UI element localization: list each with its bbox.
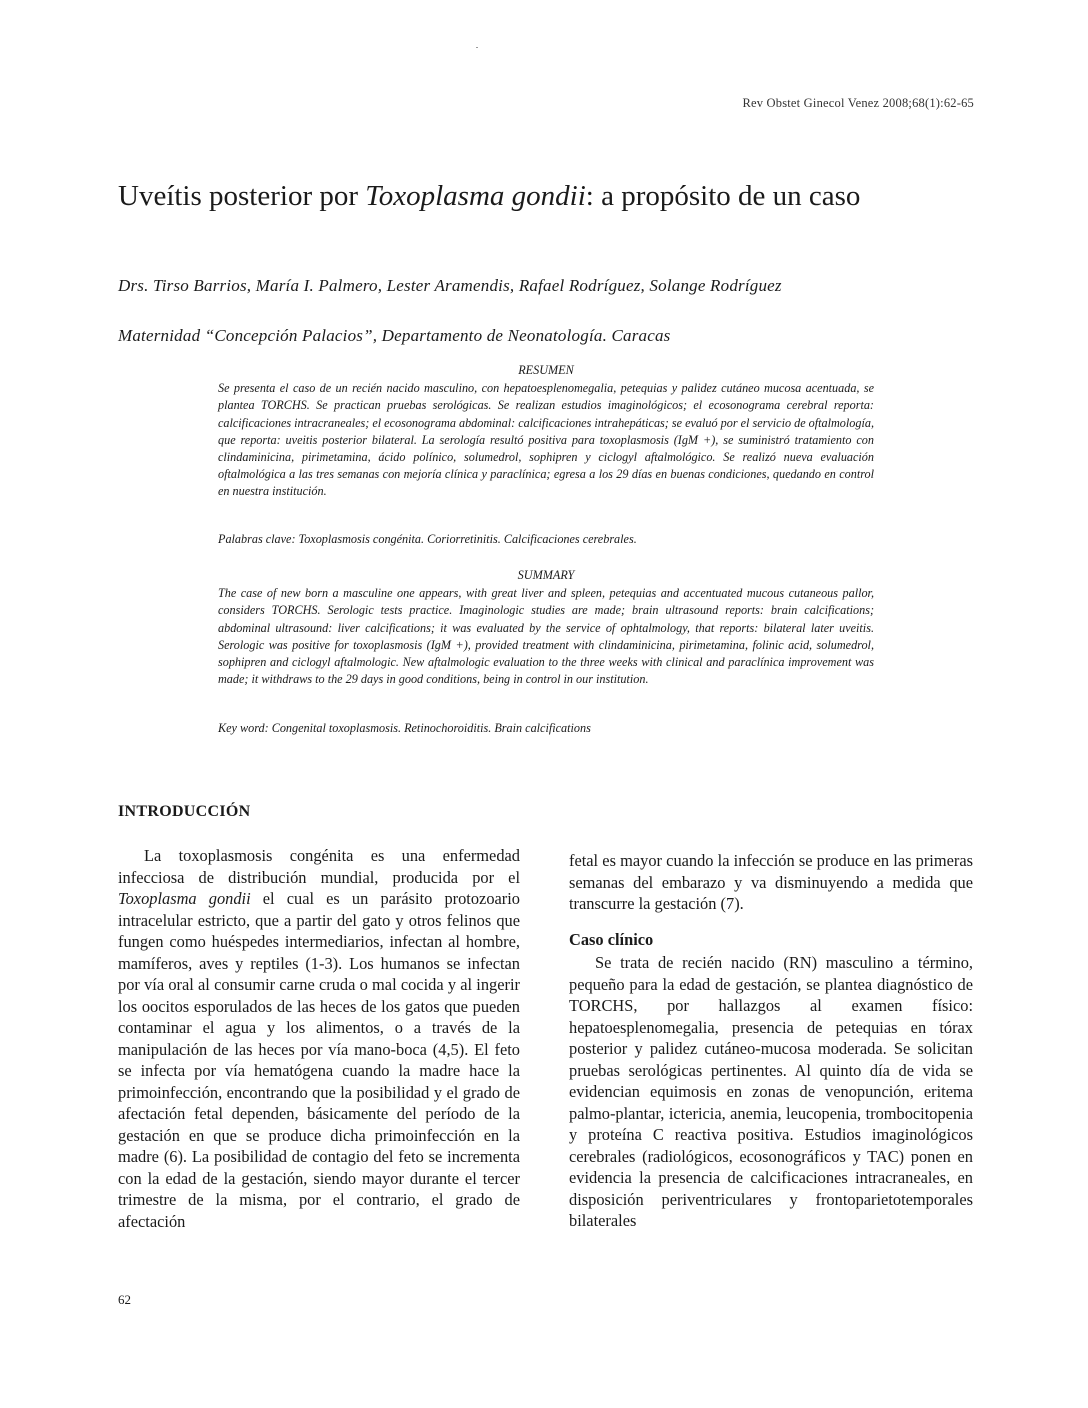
summary-heading: SUMMARY bbox=[517, 568, 575, 582]
summary-text: The case of new born a masculine one appears, with great liver and spleen, petequias and accentuated mucous cutaneous pallor, considers TORCHS. Serologic tests practice. Imaginologic studies are made; brain ultrasound reports: brain calcifications; abdominal ultrasound: liver calcifications; it was evaluated by the service of ophtalmology, that reports: bilateral later uveitis. Serologic was positive for toxoplasmosis (IgM +), provided treatment with clindaminicina, pirimetamina, folinic acid, solumedrol, sophipren and ciclogyl aftalmologic. New aftalmologic evaluation to the three weeks with clinical and paraclínica improvement was made; it withdraws to the 29 days in good conditions, being in control in our institution. bbox=[218, 586, 874, 687]
introduction-paragraph bbox=[118, 845, 520, 1232]
title-italic-organism: Toxoplasma gondii bbox=[365, 180, 586, 212]
resumen-text: Se presenta el caso de un recién nacido masculino, con hepatoesplenomegalia, petequias y palidez cutáneo mucosa acentuada, se plantea TORCHS. Se practican pruebas serológicas. Se realizan estudios imaginológicos; el ecosonograma cerebral reporta: calcificaciones intracraneales; el ecosonograma abdominal: calcificaciones intrahepáticas; se evaluó por el servicio de oftalmología, que reporta: uveitis posterior bilateral. La serología resultó positiva para toxoplasmosis (IgM +), se suministró tratamiento con clindaminicina, pirimetamina, ácido polínico, solumedrol, sophipren y ciclogyl aftalmológico. Se realizó nueva evaluación oftalmológica a las tres semanas con mejoría clínica y paraclínica; egresa a los 29 días en buenas condiciones, quedando en control en nuestra institución. bbox=[218, 381, 874, 499]
right-column bbox=[569, 850, 973, 1232]
introduction-continuation: fetal es mayor cuando la infección se produce en las primeras semanas del embarazo y va disminuyendo a medida que transcurre la gestación (7). bbox=[569, 851, 973, 913]
intro-italic-organism: Toxoplasma gondii bbox=[118, 889, 251, 908]
intro-text-b: el cual es un parásito protozoario intracelular estricto, que a partir del gato y otros felinos que fungen como huéspedes intermediarios, infectan al hombre, mamíferos, aves y reptiles (1-3). Los humanos se infectan por vía oral al consumir carne cruda o mal cocida y al ingerir los oocitos esporulados de las heces de los gatos que pueden contaminar el agua y los alimentos, o a través de la manipulación de las heces por vía mano-boca (4,5). El feto se infecta por vía hematógena cuando la madre hace la primoinfección, encontrando que la posibilidad y el grado de afectación fetal dependen, básicamente del período de la gestación en que se produce dicha primoinfección en la madre (6). La posibilidad de contagio del feto se incrementa con la edad de la gestación, siendo mayor durante el tercer trimestre de la misma, por el contrario, el grado de afectación bbox=[118, 889, 520, 1231]
summary-block bbox=[218, 567, 874, 688]
left-column bbox=[118, 845, 520, 1232]
resumen-block bbox=[218, 362, 874, 501]
journal-citation: Rev Obstet Ginecol Venez 2008;68(1):62-65 bbox=[742, 96, 974, 110]
title-part-2: : a propósito de un caso bbox=[585, 180, 861, 212]
resumen-keywords: Palabras clave: Toxoplasmosis congénita. Coriorretinitis. Calcificaciones cerebrales. bbox=[218, 532, 637, 546]
summary-keywords: Key word: Congenital toxoplasmosis. Retinochoroiditis. Brain calcifications bbox=[218, 721, 591, 735]
article-title bbox=[118, 176, 978, 216]
page-number: 62 bbox=[118, 1292, 131, 1307]
resumen-heading: RESUMEN bbox=[518, 363, 574, 377]
caso-clinico-paragraph: Se trata de recién nacido (RN) masculino a término, pequeño para la edad de gestación, se plantea diagnóstico de TORCHS, por hallazgos al examen físico: hepatoesplenomegalia, presencia de petequias en tórax posterior y palidez cutáneo-mucosa moderada. Se solicitan pruebas serológicas pertinentes. Al quinto día de vida se evidencian equimosis en zonas de venopunción, eritema palmo-plantar, ictericia, anemia, leucopenia, trombocitopenia y proteína C reactiva positiva. Estudios imaginológicos cerebrales (radiológicos, ecosonográficos y TAC) ponen en evidencia la presencia de calcificaciones intracraneales, en disposición periventriculares y frontoparietotemporales bilaterales bbox=[569, 953, 973, 1230]
authors: Drs. Tirso Barrios, María I. Palmero, Lester Aramendis, Rafael Rodríguez, Solange Rodríguez bbox=[118, 276, 782, 295]
scan-speck bbox=[476, 47, 478, 48]
title-part-1: Uveítis posterior por bbox=[118, 180, 366, 212]
caso-clinico-heading: Caso clínico bbox=[569, 929, 654, 949]
intro-text-a: La toxoplasmosis congénita es una enfermedad infecciosa de distribución mundial, producida por el bbox=[118, 846, 520, 887]
affiliation: Maternidad “Concepción Palacios”, Departamento de Neonatología. Caracas bbox=[118, 326, 671, 345]
introduction-heading: INTRODUCCIÓN bbox=[118, 803, 251, 820]
